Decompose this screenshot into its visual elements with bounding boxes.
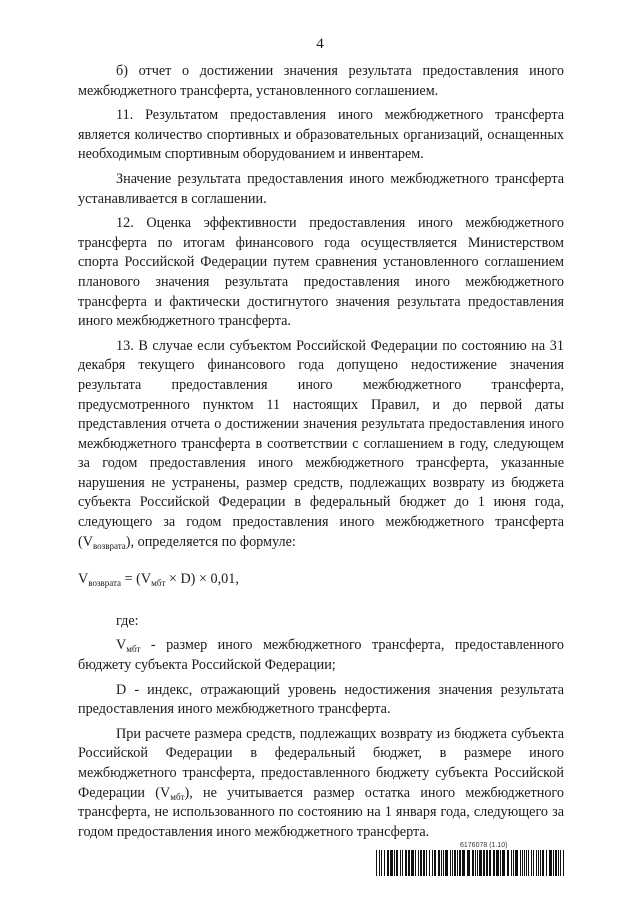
paragraph-result-value: Значение результата предоставления иного межбюджетного трансферта устанавливается в соглашении.: [78, 170, 564, 207]
formula: $V_{возврата} = (V_{мбт} \times D) \times 0,01$,: [78, 571, 239, 589]
barcode-caption: 6176078 (1.10): [460, 842, 508, 849]
document-body: [78, 62, 564, 847]
paragraph-report: б) отчет о достижении значения результата предоставления иного межбюджетного трансферта, установленного соглашением.: [78, 63, 564, 99]
paragraph-11: 11. Результатом предоставления иного межбюджетного трансферта является количество спортивных и образовательных организаций, оснащенных необходимым спортивным оборудованием и инвентарем.: [78, 107, 564, 163]
paragraph-13: 13. В случае если субъектом Российской Федерации по состоянию на 31 декабря текущего финансового года допущено недостижение значения результата предоставления иного межбюджетного трансферта, предусмотренного пунктом 11 настоящих Правил, и до первой даты представления отчета о достижении значения результата предоставления иного межбюджетного трансферта в соответствии с соглашением в году, следующем за годом предоставления иного межбюджетного трансферта, указанные нарушения не устранены, размер средств, подлежащих возврату из бюджета субъекта Российской Федерации в федеральный бюджет до 1 июня года, следующего за годом предоставления иного межбюджетного трансферта $(V_{возврата})$, определяется по формуле:: [78, 337, 564, 551]
paragraph-calculation: При расчете размера средств, подлежащих возврату из бюджета субъекта Российской Федерации в федеральный бюджет, в размере иного межбюджетного трансферта, предоставленного бюджету субъекта Российской Федерации $(V_{мбт})$, не учитывается размер остатка иного межбюджетного трансферта, не использованного по состоянию на 1 января года, следующего за годом предоставления иного межбюджетного трансферта.: [78, 725, 564, 840]
definition-d: D - индекс, отражающий уровень недостижения значения результата предоставления иного межбюджетного трансферта.: [78, 681, 564, 718]
definition-v-mbt: $V_{мбт}$ - размер иного межбюджетного трансферта, предоставленного бюджету субъекта Российской Федерации;: [78, 637, 564, 674]
barcode-icon: [376, 850, 564, 876]
page-number: 4: [316, 36, 324, 52]
paragraph-12: 12. Оценка эффективности предоставления иного межбюджетного трансферта по итогам финансового года осуществляется Министерством спорта Российской Федерации путем сравнения установленного соглашением планового значения результата предоставления иного межбюджетного трансферта и фактически достигнутого значения результата предоставления иного межбюджетного трансферта.: [78, 215, 564, 330]
where-label: где:: [116, 612, 139, 629]
